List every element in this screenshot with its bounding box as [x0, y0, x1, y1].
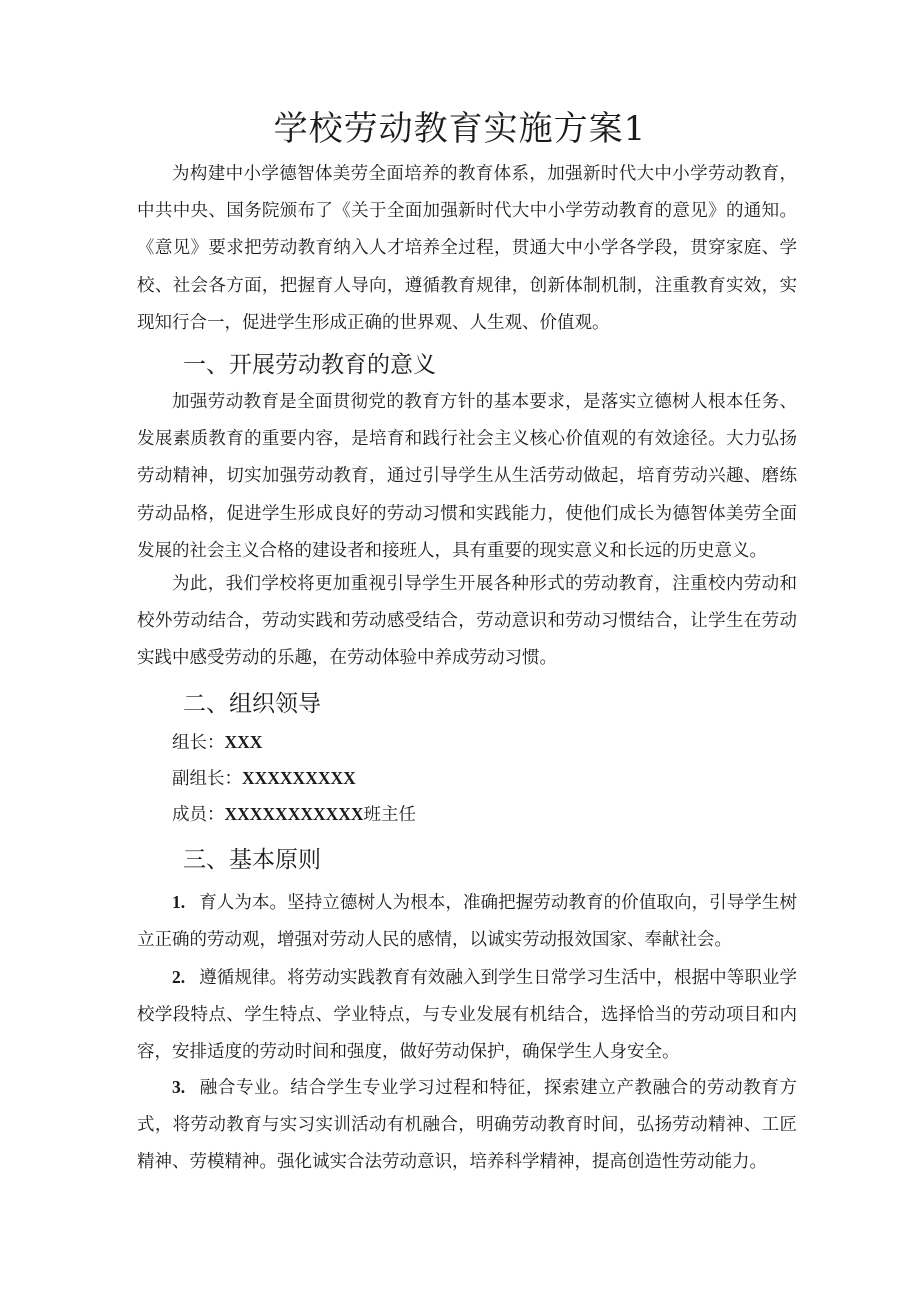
principle-number: 2.	[172, 967, 186, 987]
deputy-value: XXXXXXXXX	[242, 768, 356, 788]
intro-paragraph: 为构建中小学德智体美劳全面培养的教育体系，加强新时代大中小学劳动教育，中共中央、国务院颁布了《关于全面加强新时代大中小学劳动教育的意见》的通知。《意见》要求把劳动教育纳入人才培养全过程，贯通大中小学各学段，贯穿家庭、学校、社会各方面，把握育人导向，遵循教育规律，创新体制机制，注重教育实效，实现知行合一，促进学生形成正确的世界观、人生观、价值观。	[137, 164, 797, 333]
section1-heading: 一、开展劳动教育的意义	[183, 352, 436, 378]
principle-item-3	[137, 1069, 797, 1182]
principle-text: 育人为本。坚持立德树人为根本，准确把握劳动教育的价值取向，引导学生树立正确的劳动观，增强对劳动人民的感情，以诚实劳动报效国家、奉献社会。	[137, 893, 797, 951]
members-suffix: 班主任	[363, 805, 417, 825]
members-value: XXXXXXXXXXX	[224, 804, 364, 824]
leader-label: 组长：	[172, 733, 225, 753]
section1-paragraph-2: 为此，我们学校将更加重视引导学生开展各种形式的劳动教育，注重校内劳动和校外劳动结合，劳动实践和劳动感受结合，劳动意识和劳动习惯结合，让学生在劳动实践中感受劳动的乐趣，在劳动体验中养成劳动习惯。	[137, 574, 797, 669]
section1-paragraph-1: 加强劳动教育是全面贯彻党的教育方针的基本要求，是落实立德树人根本任务、发展素质教育的重要内容，是培育和践行社会主义核心价值观的有效途径。大力弘扬劳动精神，切实加强劳动教育，通过引导学生从生活劳动做起，培育劳动兴趣、磨练劳动品格，促进学生形成良好的劳动习惯和实践能力，使他们成长为德智体美劳全面发展的社会主义合格的建设者和接班人，具有重要的现实意义和长远的历史意义。	[137, 392, 797, 561]
members-label: 成员：	[172, 805, 225, 825]
principle-number: 1.	[172, 892, 186, 912]
leader-row	[172, 724, 262, 761]
deputy-row	[172, 760, 356, 797]
principle-text: 遵循规律。将劳动实践教育有效融入到学生日常学习生活中，根据中等职业学校学段特点、学生特点、学业特点，与专业发展有机结合，选择恰当的劳动项目和内容，安排适度的劳动时间和强度，做好劳动保护，确保学生人身安全。	[137, 968, 797, 1063]
section2-heading: 二、组织领导	[183, 691, 321, 717]
leader-value: XXX	[224, 732, 263, 752]
members-row	[172, 796, 416, 833]
principle-item-2	[137, 959, 797, 1072]
document-title: 学校劳动教育实施方案1	[273, 109, 647, 149]
principle-item-1	[137, 884, 797, 959]
principle-text: 融合专业。结合学生专业学习过程和特征，探索建立产教融合的劳动教育方式，将劳动教育与实习实训活动有机融合，明确劳动教育时间，弘扬劳动精神、工匠精神、劳模精神。强化诚实合法劳动意识，培养科学精神，提高创造性劳动能力。	[137, 1078, 797, 1173]
section3-heading: 三、基本原则	[183, 847, 321, 873]
principle-number: 3.	[172, 1077, 186, 1097]
deputy-label: 副组长：	[172, 769, 242, 789]
